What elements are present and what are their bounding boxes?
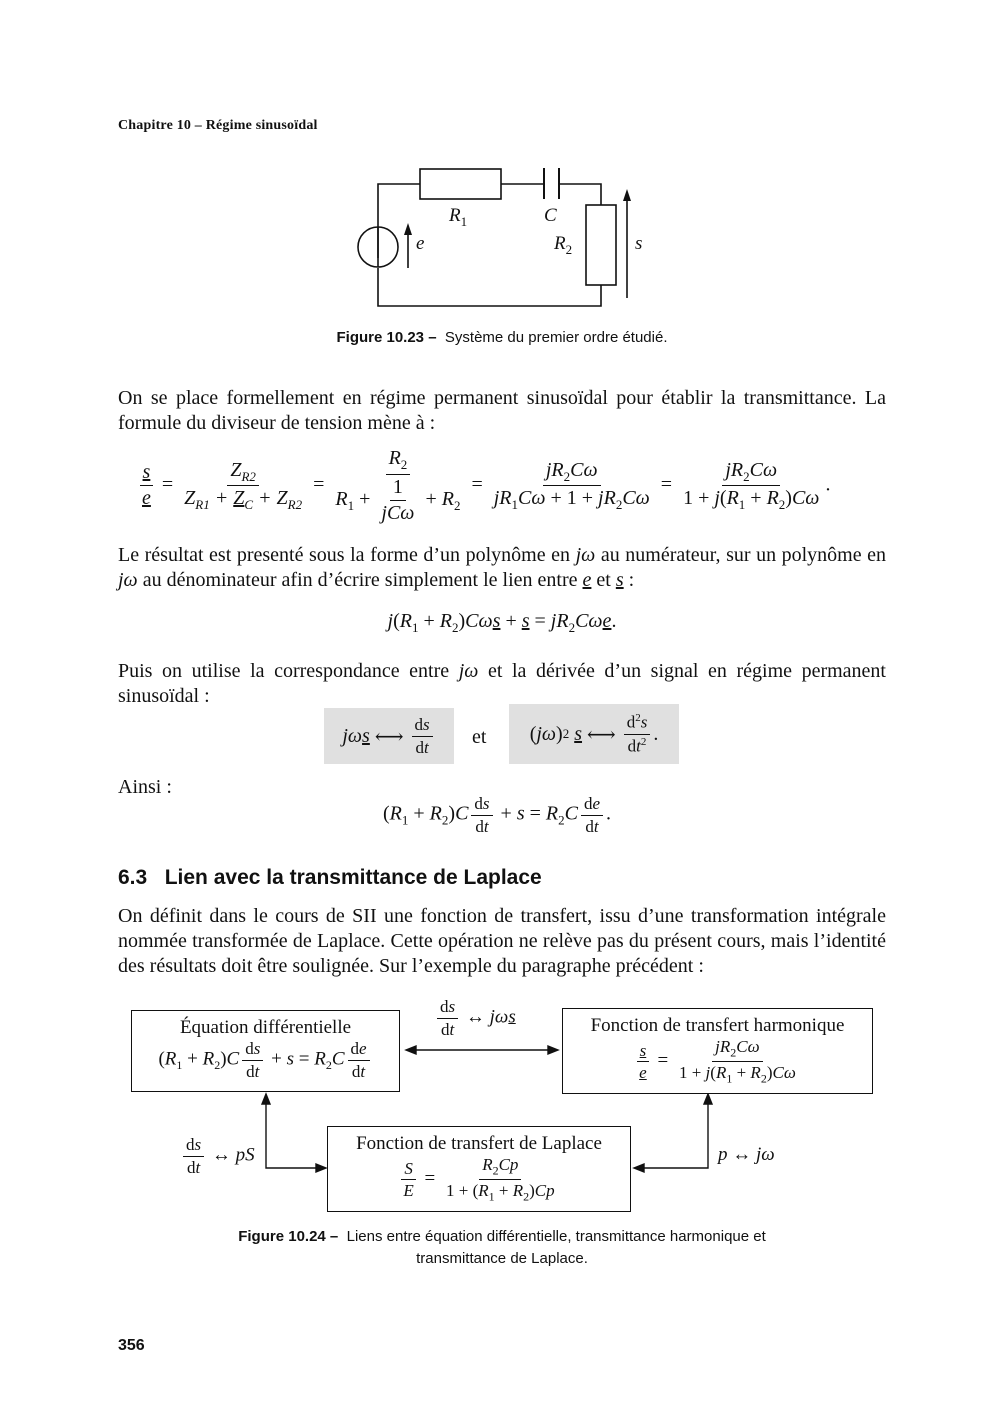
label-s: s: [635, 233, 643, 254]
label-r1: $R_1$: [449, 205, 468, 229]
et-word: et: [472, 726, 487, 748]
paragraph-4: On définit dans le cours de SII une fonction de transfert, issu d’une transformation intégrale nommée transformée de Laplace. Cette opération ne relève pas du présent cours, mais l’identité des résultats doit être soulignée. Sur l’exemple du paragraphe précédent :: [118, 905, 886, 977]
box-differential-formula: $(R_1 + R_2)C$ $\frac{ds}{dt}$ + $s = R_2C$ $\frac{de}{dt}$: [132, 1039, 399, 1081]
label-c: C: [544, 205, 557, 226]
box-laplace-transfer: [327, 1126, 631, 1212]
correspondence-box-1: jωs ⟷ $\frac{ds}{dt}$: [324, 708, 454, 764]
paragraph-2: Le résultat est presenté sous la forme d’un polynôme en jω au numérateur, sur un polynôme en jω au dénominateur afin d’écrire simplement le lien entre e et s :: [118, 544, 887, 591]
label-e: e: [416, 233, 425, 254]
box-differential-title: Équation différentielle: [179, 1017, 352, 1038]
box-laplace-formula: $\frac{S}{E}$ = $\frac{R_2Cp}{1 + (R_1 + R_2)Cp}$: [328, 1155, 630, 1204]
box-laplace-title: Fonction de transfert de Laplace: [356, 1133, 602, 1154]
figure-caption-1023: Figure 10.23 – Système du premier ordre étudié.: [336, 329, 668, 346]
paragraph-3: Puis on utilise la correspondance entre jω et la dérivée d’un signal en régime permanent sinusoïdal :: [118, 660, 886, 707]
section-heading: 6.3 Lien avec la transmittance de Laplace: [118, 866, 542, 889]
ainsi-label: Ainsi :: [118, 776, 172, 798]
label-r2: $R_2$: [554, 233, 573, 257]
circuit-figure: [340, 155, 670, 325]
label-ds-ps: $\frac{ds}{dt}$ ↔ pS: [180, 1135, 255, 1177]
box-harmonic-formula: $\frac{s}{e}$ = $\frac{jR_2C\omega}{1 + j(R_1 + R_2)C\omega}$: [563, 1037, 872, 1086]
label-p-jw: p ↔ jω: [718, 1144, 775, 1165]
box-differential-equation: [131, 1010, 400, 1092]
figure-caption-1024: Figure 10.24 – Liens entre équation différentielle, transmittance harmonique et transmittance de Laplace.: [238, 1228, 766, 1267]
r1-resistor: [420, 169, 501, 199]
equation-differential: $(R_1 + R_2)C$ $\frac{ds}{dt}$ + $s = R_2C$ $\frac{de}{dt}$ .: [383, 794, 611, 836]
page-number: 356: [118, 1337, 145, 1354]
running-header: Chapitre 10 – Régime sinusoïdal: [118, 118, 318, 133]
correspondence-box-2: ( jω ) 2 s ⟷ $\frac{d^2s}{dt^2}$ .: [509, 704, 679, 764]
equation-phasor: $j(R_1 + R_2)C\omega s + s = jR_2C\omega e$.: [387, 610, 617, 635]
box-harmonic-title: Fonction de transfert harmonique: [590, 1015, 845, 1036]
label-ds-jws: $\frac{ds}{dt}$ ↔ jωs: [434, 997, 516, 1039]
paragraph-1: On se place formellement en régime permanent sinusoïdal pour établir la transmittance. La formule du diviseur de tension mène à :: [118, 387, 886, 434]
equation-divider: $\frac{s}{e}$ = $\frac{Z_{R2}}{Z_{R1} + Z_C + Z_{R2}}$ = $R_2$ $R_1$ + $\frac{1}{\text{jCω}}$ + $R_2$ = $\frac{jR_2C\omega}{jR_1C\omega + 1 + jR_2C\omega}$ = $\frac{jR_2C\omega}{1 + j(R_1 + R_2)C\omega}$ .: [136, 447, 830, 525]
box-harmonic-transfer: [562, 1008, 873, 1094]
r2-resistor: [586, 205, 616, 285]
